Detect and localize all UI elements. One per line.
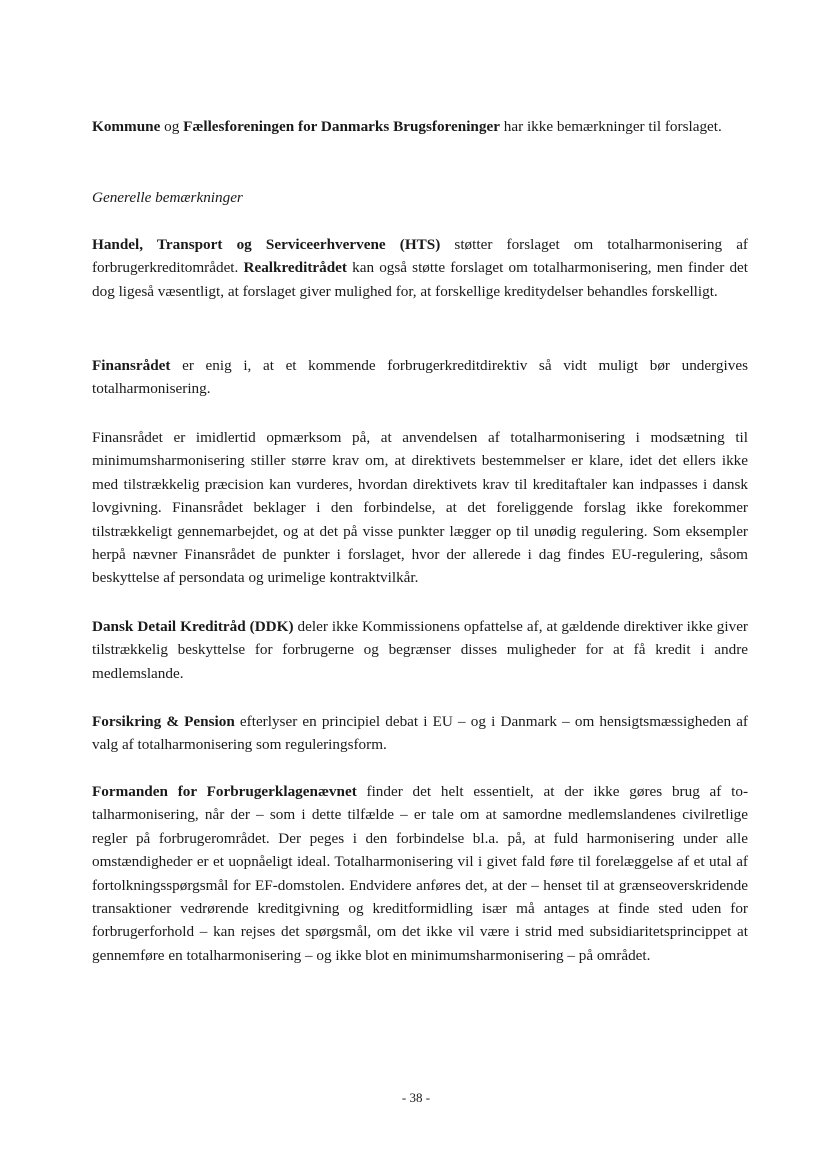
paragraph-text: deler ikke Kommissionens opfattelse af, at gældende direktiver ikke giver tilstrækkelig beskyttelse for forbrugerne og begrænser disses muligheder for at få kredit i andre medlemslande.	[92, 618, 748, 682]
org-name: Fællesforeningen for Danmarks Brugsforeninger	[183, 118, 500, 135]
org-name: Forsikring & Pension	[92, 713, 235, 730]
paragraph-text: efterlyser en principiel debat i EU – og i Danmark – om hensigtsmæssigheden af valg af totalharmonisering som reguleringsform.	[92, 713, 748, 754]
paragraph-text: har ikke bemærkninger til forslaget.	[499, 118, 722, 135]
paragraph-finansraadet	[92, 354, 748, 401]
paragraph-finansraadet-2	[92, 426, 748, 590]
page-number: - 38 -	[401, 1090, 431, 1105]
org-name: Kommune	[92, 118, 161, 135]
paragraph-text: og	[160, 118, 184, 135]
org-name: Realkreditrådet	[243, 259, 347, 277]
paragraph-forbrugerklagenaevnet	[92, 780, 748, 967]
org-name: Dansk Detail Kreditråd (DDK)	[92, 618, 294, 635]
paragraph-hts	[92, 233, 748, 303]
paragraph-ddk	[92, 615, 748, 685]
org-name: Formanden for Forbrugerklagenævnet	[92, 783, 357, 800]
paragraph-text: finder det helt essentielt, at der ikke gøres brug af totalharmonisering, når der – som i dette tilfælde – er tale om at samordne medlemslandenes civilretlige regler på forbrugerområdet. Der peges i den forbindelse bl.a. på, at fuld harmonisering under alle omstændigheder er et uopnåeligt ideal. Totalharmonisering vil i givet fald føre til forelæggelse af et utal af fortolkningsspørgsmål for EF-domstolen. Endvidere anføres det, at der – henset til at grænseoverskridende transaktioner vedrørende kreditgivning og kreditformidling især må antages at finde sted uden for forbrugerforhold – kan rejses det spørgsmål, om det ikke vil være i strid med subsidiaritetsprincippet at gennemføre en totalharmonisering – og ikke blot en minimumsharmonisering – på området.	[92, 783, 748, 964]
paragraph-forsikring	[92, 710, 748, 757]
section-heading: Generelle bemærkninger	[92, 189, 243, 206]
paragraph-text: Finansrådet er imidlertid opmærksom på, at anvendelsen af totalharmonisering i modsætning til minimumsharmonisering stiller større krav om, at direktivets bestemmelser er klare, idet det ellers ikke med tilstrækkelig præcision kan vurderes, hvordan direktivets krav til kreditaftaler kan indpasses i dansk lovgivning. Finansrådet beklager i den forbindelse, at det foreliggende forslag ikke forekommer tilstrækkeligt gennemarbejdet, og at det på visse punkter lægger op til unødig regulering. Som eksempler herpå nævner Finansrådet de punkter i forslaget, hvor der allerede i dag findes EU-regulering, såsom beskyttelse af persondata og urimelige kontraktvilkår.	[92, 429, 748, 587]
paragraph-text: støtter forslaget om totalharmonisering af forbrugerkreditområdet.	[92, 236, 748, 277]
paragraph-text: er enig i, at et kommende forbrugerkreditdirektiv så vidt muligt bør undergives totalharmonisering.	[92, 357, 748, 398]
org-name: Finansrådet	[92, 357, 171, 374]
org-name: Handel, Transport og Serviceerhvervene (HTS)	[92, 236, 441, 253]
paragraph-text: kan også støtte forslaget om totalharmonisering, men finder det dog ligeså væsentligt, at forslaget giver mulighed for, at forskellige kreditydelser behandles forskelligt.	[92, 259, 749, 300]
paragraph-no-remarks	[92, 115, 748, 138]
